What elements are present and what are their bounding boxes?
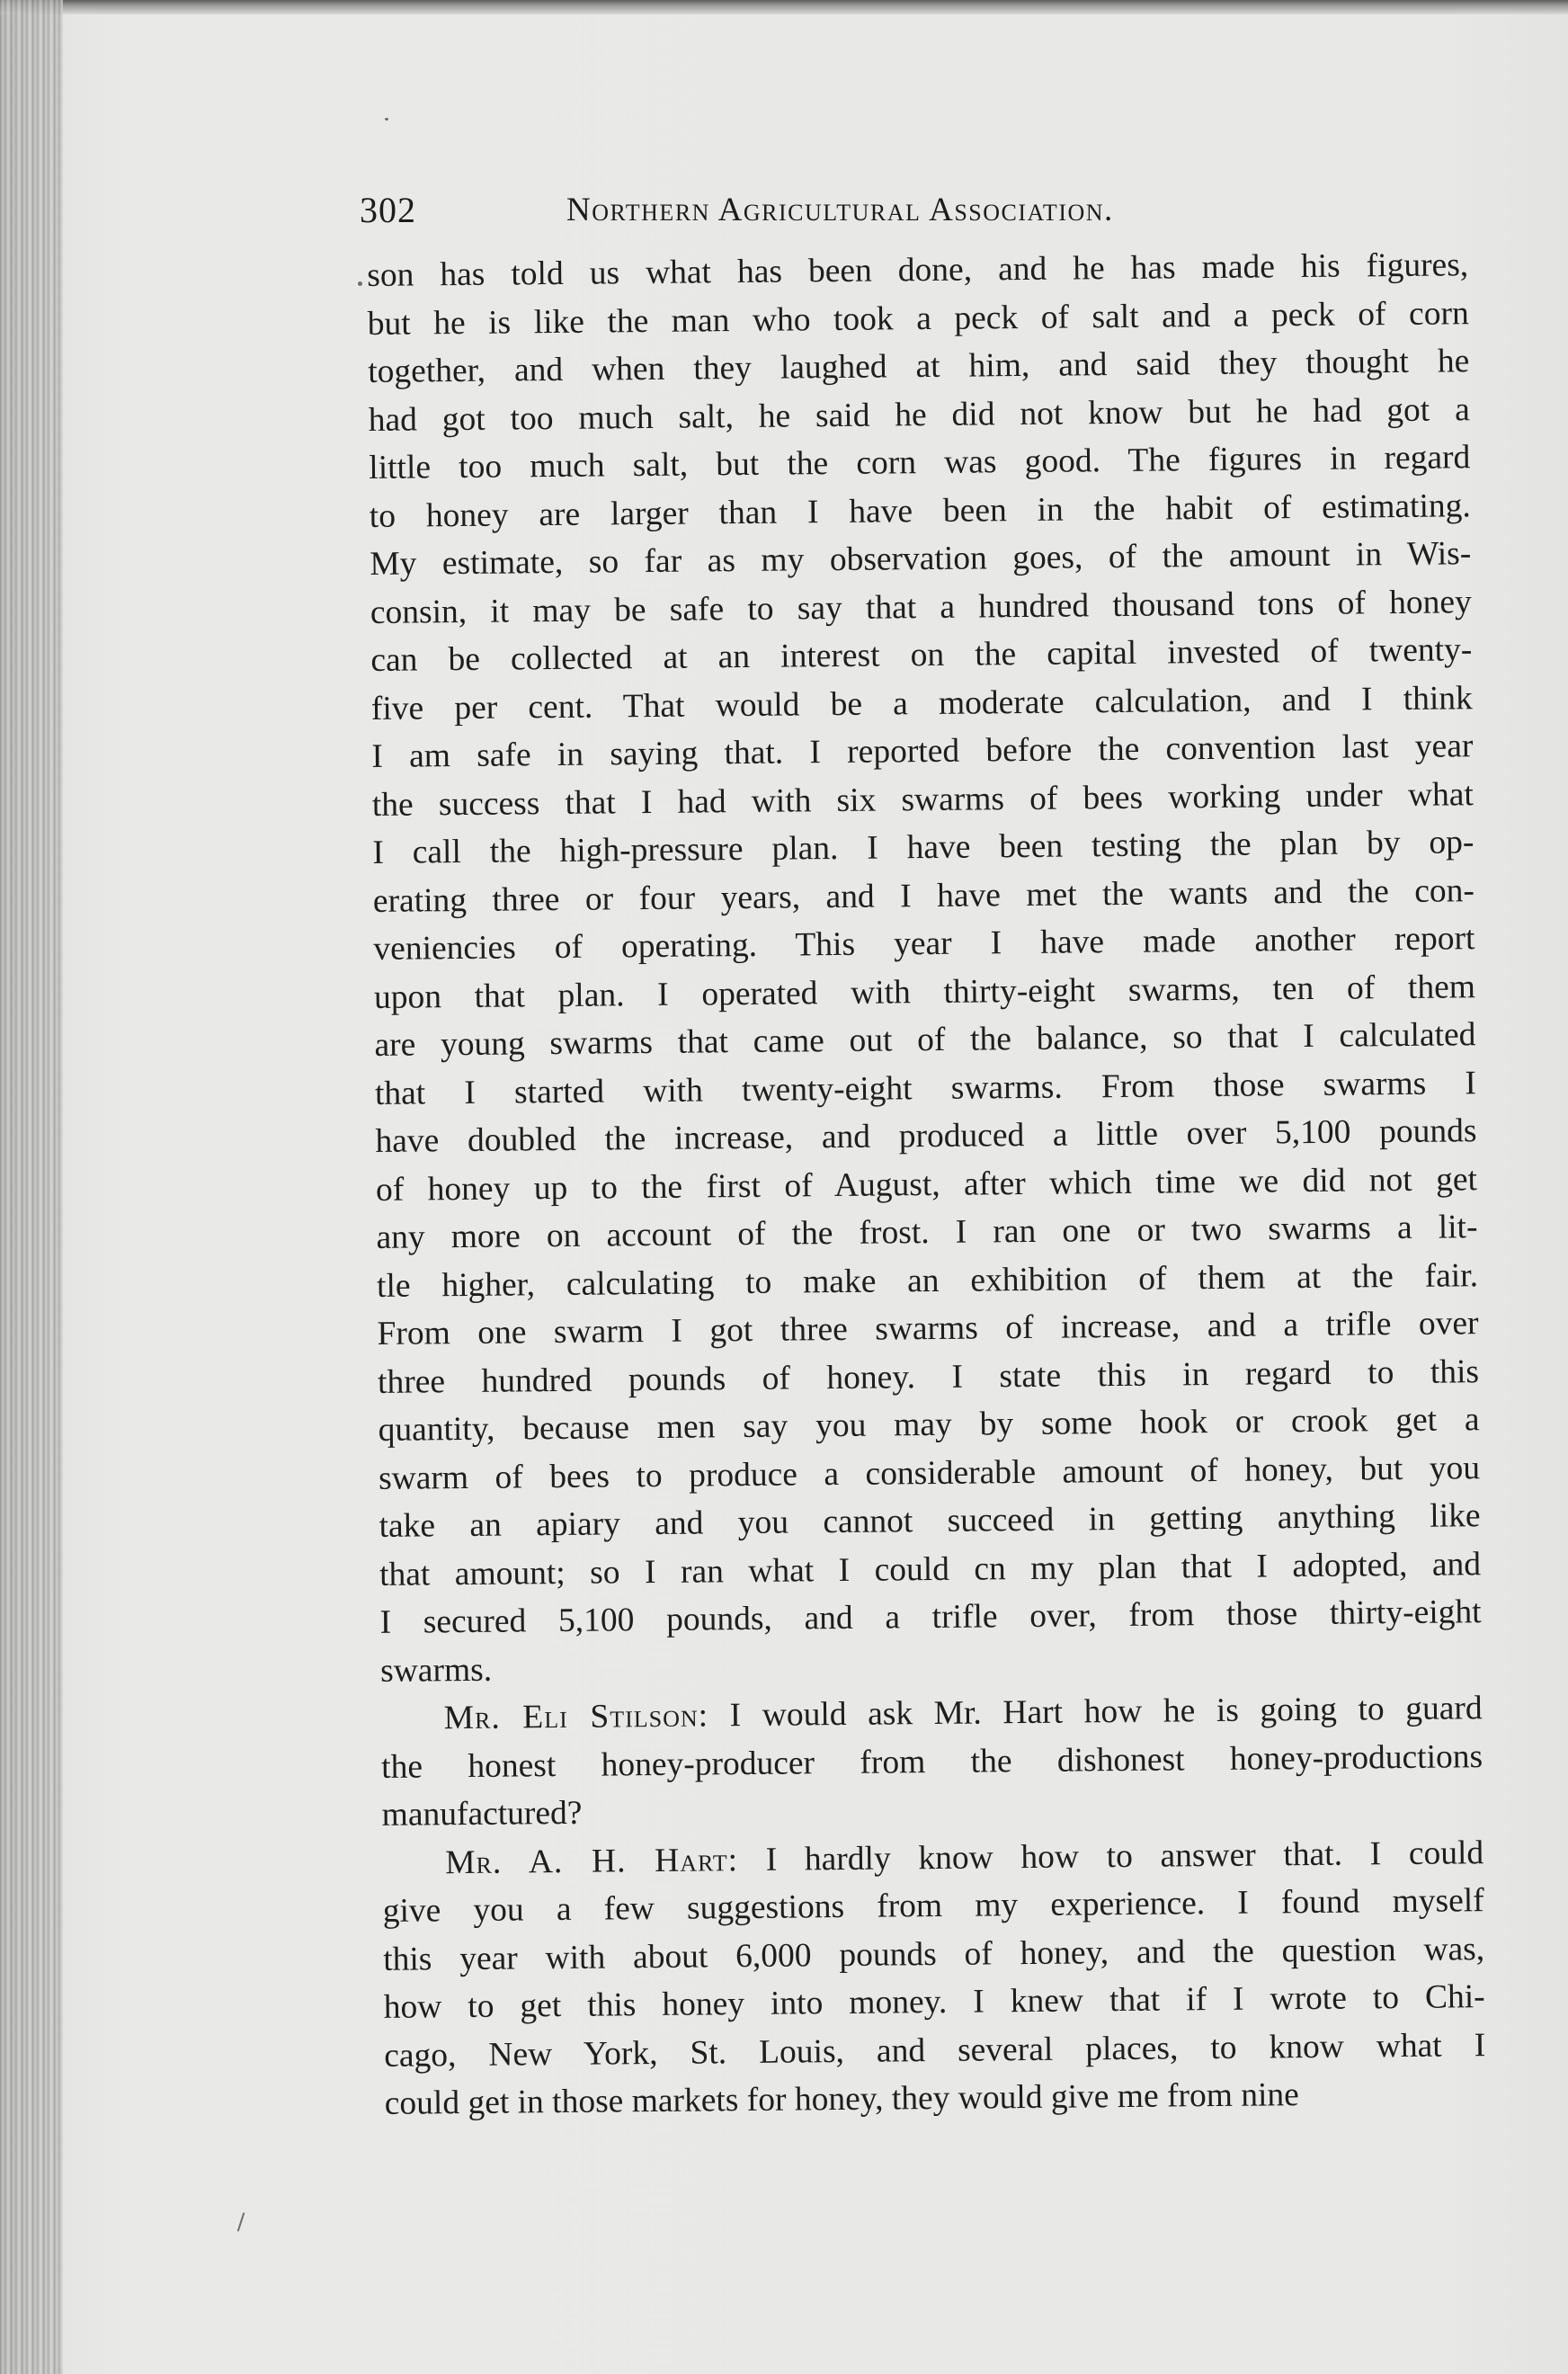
text-line: the success that I had with six swarms of bees working under what [371, 775, 1474, 824]
text-line: give you a few suggestions from my experience. I found myself [382, 1882, 1484, 1930]
speaker-name: Mr. A. H. Hart: [445, 1841, 739, 1881]
page-number: 302 [360, 190, 416, 230]
paragraph-stilson-question [380, 1684, 1483, 1839]
text-line: My estimate, so far as my observation goes, of the amount in Wis- [370, 535, 1472, 583]
text-line: can be collected at an interest on the capital invested of twenty- [370, 631, 1473, 679]
text-line: that amount; so I ran what I could cn my plan that I adopted, and [379, 1545, 1482, 1593]
body-text [367, 241, 1486, 2128]
text-line: little too much salt, but the corn was good. The figures in regard [369, 439, 1471, 486]
running-title: Northern Agricultural Association. [566, 192, 1114, 228]
page-header [360, 189, 1474, 243]
text-line: together, and when they laughed at him, and said they thought he [368, 343, 1470, 390]
ink-speck [237, 2212, 245, 2232]
line-text: I would ask Mr. Hart how he is going to guard [708, 1690, 1483, 1735]
ink-speck [385, 118, 388, 120]
text-line: how to get this honey into money. I knew that if I wrote to Chi- [383, 1978, 1485, 2026]
text-line: veniencies of operating. This year I have made another report [373, 920, 1475, 968]
text-line: tle higher, calculating to make an exhibition of them at the fair. [376, 1256, 1479, 1305]
text-line: this year with about 6,000 pounds of honey, and the question was, [383, 1930, 1485, 1978]
text-line: could get in those markets for honey, they would give me from nine [384, 2076, 1300, 2122]
text-line: I secured 5,100 pounds, and a trifle over, from those thirty-eight [379, 1593, 1482, 1641]
text-line: are young swarms that came out of the balance, so that I calculated [374, 1016, 1476, 1064]
line-text: I hardly know how to answer that. I could [737, 1834, 1484, 1879]
text-line: swarm of bees to produce a considerable amount of honey, but you [378, 1449, 1481, 1497]
text-line: five per cent. That would be a moderate calculation, and I think [370, 679, 1474, 727]
paragraph-hart-answer [382, 1829, 1486, 2129]
book-binding-edge [0, 0, 63, 2374]
text-line: I call the high-pressure plan. I have been testing the plan by op- [372, 824, 1474, 871]
text-line: cago, New York, St. Louis, and several places, to know what I [384, 2026, 1486, 2075]
text-line: erating three or four years, and I have met the wants and the con- [372, 871, 1475, 920]
page-top-edge [0, 0, 1568, 14]
text-line: swarms. [379, 1651, 493, 1690]
text-line: of honey up to the first of August, after which time we did not get [375, 1160, 1478, 1209]
text-line: take an apiary and you cannot succeed in getting anything like [379, 1497, 1481, 1545]
text-line: I am safe in saying that. I reported before the convention last year [371, 727, 1474, 775]
text-line: any more on account of the frost. I ran one or two swarms a lit- [376, 1209, 1478, 1256]
text-line: that I started with twenty-eight swarms. From those swarms I [374, 1064, 1477, 1112]
text-line: had got too much salt, he said he did not know but he had got a [368, 390, 1470, 439]
text-line: quantity, because men say you may by some hook or crook get a [378, 1401, 1480, 1449]
text-line: the honest honey-producer from the dishonest honey-productions [380, 1737, 1483, 1786]
text-line: upon that plan. I operated with thirty-eight swarms, ten of them [373, 968, 1476, 1016]
text-line: manufactured? [381, 1794, 583, 1834]
text-line: From one swarm I got three swarms of increase, and a trifle over [377, 1305, 1479, 1352]
text-line: three hundred pounds of honey. I state this in regard to this [377, 1352, 1480, 1401]
ink-speck [358, 281, 362, 286]
text-line: but he is like the man who took a peck of salt and a peck of corn [367, 294, 1469, 343]
speaker-name: Mr. Eli Stilson: [443, 1697, 709, 1737]
text-line: son has told us what has been done, and he has made his figures, [367, 246, 1469, 294]
text-line: have doubled the increase, and produced a little over 5,100 pounds [375, 1112, 1477, 1160]
text-line: to honey are larger than I have been in the habit of estimating. [369, 486, 1471, 535]
text-line: consin, it may be safe to say that a hundred thousand tons of honey [370, 583, 1472, 631]
paragraph-bee-report [367, 241, 1482, 1695]
